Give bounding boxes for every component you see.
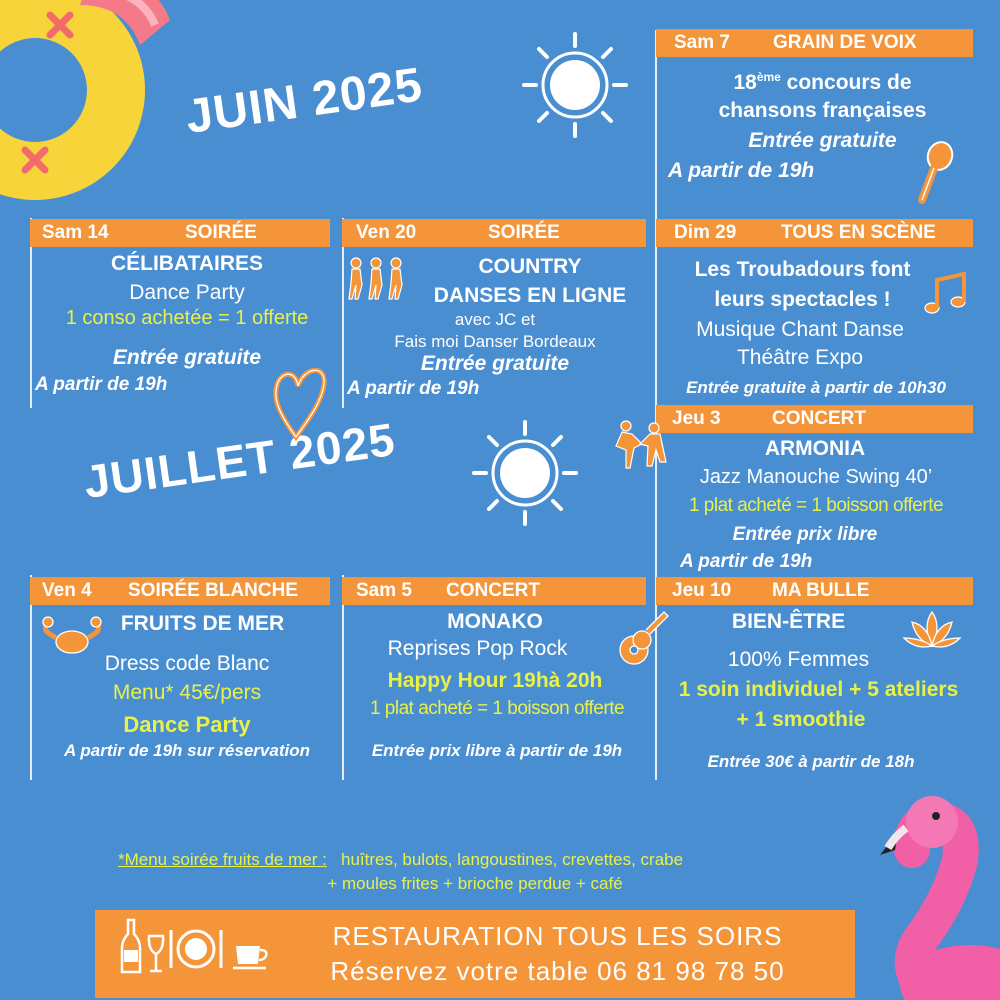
event-header-armonia <box>656 405 973 433</box>
bottle-icon <box>118 918 144 974</box>
event-title: SOIRÉE <box>185 222 257 243</box>
event-title: SOIRÉE <box>488 222 560 243</box>
event-text: Dance Party <box>129 281 245 304</box>
event-text: Dress code Blanc <box>104 652 270 675</box>
event-text: Entrée prix libre à partir de 19h <box>371 741 623 760</box>
event-text: BIEN-ÊTRE <box>731 610 846 633</box>
event-text: Fais moi Danser Bordeaux <box>394 332 596 351</box>
event-text: Théâtre Expo <box>736 346 864 369</box>
event-header-scene <box>656 219 973 247</box>
event-text: 100% Femmes <box>727 648 870 671</box>
event-day: Dim 29 <box>674 222 737 243</box>
sun-icon <box>470 418 580 528</box>
divider <box>655 30 657 405</box>
event-text: Menu* 45€/pers <box>112 681 262 704</box>
event-day: Sam 5 <box>356 580 412 601</box>
event-text: FRUITS DE MER <box>120 612 285 635</box>
event-header-monako <box>342 577 646 605</box>
footer-line1: RESTAURATION TOUS LES SOIRS <box>332 921 783 951</box>
wine-glass-icon <box>146 934 166 974</box>
event-text: 1 conso achetée = 1 offerte <box>65 307 309 329</box>
coffee-cup-icon <box>232 938 272 972</box>
plate-icon <box>165 926 227 972</box>
heart-icon <box>268 352 330 442</box>
event-text: Entrée gratuite <box>420 352 570 375</box>
event-header-celib <box>30 219 330 247</box>
event-title: SOIRÉE BLANCHE <box>128 580 298 601</box>
event-text: Reprises Pop Rock <box>387 637 568 660</box>
event-title: CONCERT <box>772 408 866 429</box>
event-text: Dance Party <box>123 712 251 737</box>
event-text: DANSES EN LIGNE <box>433 284 627 307</box>
footer-line2: Réservez votre table 06 81 98 78 50 <box>330 956 785 986</box>
event-text: Entrée gratuite <box>112 346 262 369</box>
microphone-icon <box>912 140 957 205</box>
menu-note-line1 <box>118 850 683 870</box>
event-day: Ven 4 <box>42 580 92 601</box>
event-title: GRAIN DE VOIX <box>773 32 917 53</box>
event-text: 1 plat acheté = 1 boisson offerte <box>369 698 625 719</box>
event-text: ARMONIA <box>764 437 866 460</box>
event-text: A partir de 19h <box>668 159 815 182</box>
event-text: A partir de 19h <box>347 378 480 399</box>
event-day: Sam 7 <box>674 32 730 53</box>
event-text: Jazz Manouche Swing 40’ <box>699 466 933 488</box>
event-day: Sam 14 <box>42 222 109 243</box>
menu-note-line2: + moules frites + brioche perdue + café <box>327 874 623 893</box>
event-text: Entrée gratuite <box>748 129 897 152</box>
event-text: leurs spectacles ! <box>714 288 891 311</box>
event-text: Musique Chant Danse <box>696 318 904 341</box>
event-text: Les Troubadours font <box>694 258 911 281</box>
sun-icon <box>520 30 630 140</box>
music-notes-icon <box>922 272 974 318</box>
event-text: 1 soin individuel + 5 ateliers <box>678 678 959 701</box>
menu-note-items: huîtres, bulots, langoustines, crevettes, crabe <box>340 850 684 869</box>
event-title: CONCERT <box>446 580 540 601</box>
event-text: Entrée prix libre <box>732 524 878 545</box>
juillet-title: JUILLET 2025 <box>80 412 399 509</box>
event-day: Ven 20 <box>356 222 417 243</box>
event-title: TOUS EN SCÈNE <box>781 222 936 243</box>
event-day: Jeu 3 <box>672 408 721 429</box>
event-header-grain <box>656 29 973 57</box>
event-text: A partir de 19h sur réservation <box>64 741 310 760</box>
event-text: Entrée 30€ à partir de 18h <box>707 752 915 771</box>
lotus-icon <box>902 608 962 653</box>
event-text: A partir de 19h <box>35 374 168 395</box>
event-text: 1 plat acheté = 1 boisson offerte <box>688 495 944 516</box>
event-header-bulle <box>656 577 973 605</box>
event-title: MA BULLE <box>772 580 870 601</box>
event-text: chansons françaises <box>718 99 927 122</box>
event-text: + 1 smoothie <box>736 708 866 731</box>
event-text: avec JC et <box>454 310 536 329</box>
event-text: COUNTRY <box>478 255 582 278</box>
juin-title: JUIN 2025 <box>182 58 427 145</box>
flamingo-icon <box>840 780 1000 1000</box>
event-header-country <box>342 219 646 247</box>
event-header-blanche <box>30 577 330 605</box>
event-text: Entrée gratuite à partir de 10h30 <box>686 378 946 397</box>
event-day: Jeu 10 <box>672 580 732 601</box>
event-text: Happy Hour 19hà 20h <box>387 669 603 692</box>
menu-note-label: *Menu soirée fruits de mer : <box>118 850 327 869</box>
event-text: A partir de 19h <box>680 551 813 572</box>
event-text: MONAKO <box>447 610 543 633</box>
event-text: CÉLIBATAIRES <box>110 252 264 275</box>
event-text: 18ème concours de <box>733 70 912 94</box>
swim-ring-icon <box>0 0 190 230</box>
